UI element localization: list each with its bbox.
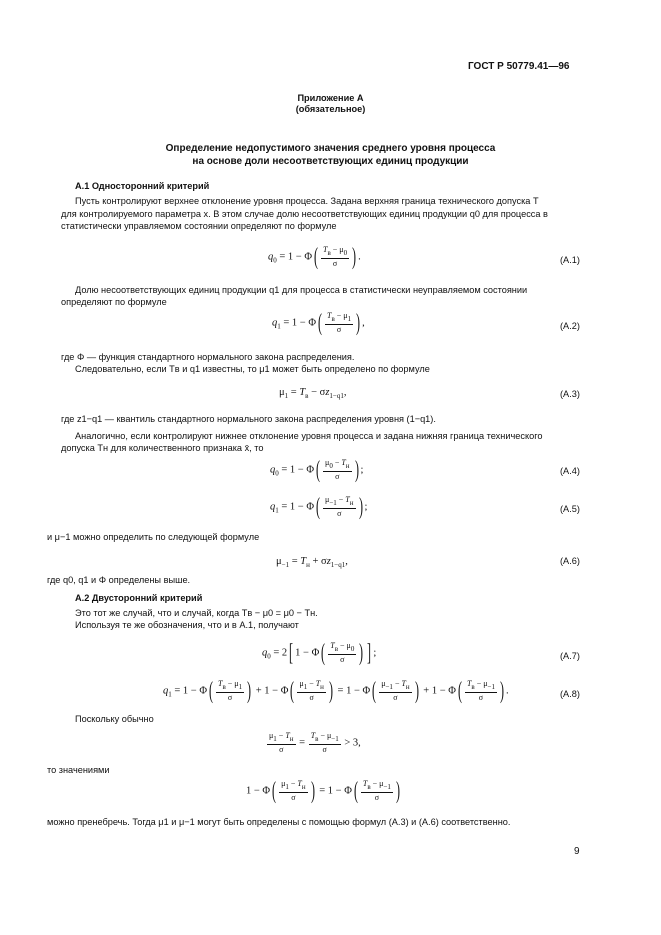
paragraph-line: допуска Tн для количественного признака x̄, то bbox=[61, 443, 264, 453]
formula-a6: $\mu_{-1} = T_н + \sigma z_{1-q1}$, bbox=[276, 556, 348, 569]
paragraph-line: можно пренебречь. Тогда μ1 и μ−1 могут быть определены с помощью формул (А.3) и (А.6) соответственно. bbox=[47, 817, 511, 827]
paragraph-line: для контролируемого параметра x. В этом случае долю несоответствующих единиц продукции q0 для процесса в bbox=[61, 209, 548, 219]
paragraph-line: Долю несоответствующих единиц продукции q1 для процесса в статистически неуправляемом состоянии bbox=[75, 285, 528, 295]
paragraph-line: Это тот же случай, что и случай, когда Tв − μ0 = μ0 − Tн. bbox=[75, 608, 318, 618]
paragraph-line: Используя те же обозначения, что и в А.1, получают bbox=[75, 620, 299, 630]
paragraph-line: Поскольку обычно bbox=[75, 714, 154, 724]
formula-a4: $q_0 = 1 - \Phi$( $\frac{\mu 0 - Tн}{\sigma}$ ) ; bbox=[270, 457, 364, 483]
formula-neglected: 1 − Φ( $\frac{\mu 1 - Tн}{\sigma}$ ) = 1 − Φ( $\frac{Tв - \mu-1}{\sigma}$ ) bbox=[246, 778, 400, 804]
formula-a1: $q_0 = 1 - \Phi$( $\frac{Tв - \mu 0}{\sigma}$ ) . bbox=[268, 244, 361, 270]
main-heading-line2: на основе доли несоответствующих единиц продукции bbox=[192, 156, 469, 167]
paragraph-line: где Φ — функция стандартного нормального закона распределения. bbox=[61, 352, 355, 362]
page-number: 9 bbox=[574, 846, 580, 857]
formula-a3: $\mu_1 = T_в - \sigma z_{1-q1}$, bbox=[279, 387, 347, 400]
formula-number: (A.7) bbox=[560, 651, 580, 661]
main-heading-line1: Определение недопустимого значения среднего уровня процесса bbox=[165, 143, 496, 154]
appendix-title: Приложение А bbox=[297, 93, 364, 103]
paragraph-line: статистически управляемом состоянии определяют по формуле bbox=[61, 221, 337, 231]
formula-number: (A.8) bbox=[560, 689, 580, 699]
paragraph-line: Пусть контролируют верхнее отклонение уровня процесса. Задана верхняя граница технического допуска T bbox=[75, 196, 539, 206]
section-a2-title: А.2 Двусторонний критерий bbox=[75, 593, 203, 603]
paragraph-line: определяют по формуле bbox=[61, 297, 167, 307]
formula-number: (A.4) bbox=[560, 466, 580, 476]
formula-a5: $q_1 = 1 - \Phi$( $\frac{\mu-1 - Tн}{\sigma}$ ) ; bbox=[270, 494, 368, 520]
formula-a7: $q_0 = 2$[ 1 − Φ( $\frac{Tв - \mu 0}{\sigma}$ ) ] ; bbox=[262, 640, 377, 666]
paragraph-line: где q0, q1 и Φ определены выше. bbox=[47, 575, 191, 585]
formula-number: (A.1) bbox=[560, 255, 580, 265]
paragraph-line: где z1−q1 — квантиль стандартного нормального закона распределения уровня (1−q1). bbox=[61, 414, 436, 424]
appendix-subtitle: (обязательное) bbox=[295, 104, 366, 114]
formula-number: (A.5) bbox=[560, 504, 580, 514]
paragraph-line: Следовательно, если Tв и q1 известны, то μ1 может быть определено по формуле bbox=[75, 364, 430, 374]
document-id: ГОСТ Р 50779.41—96 bbox=[468, 61, 570, 72]
formula-number: (A.3) bbox=[560, 389, 580, 399]
paragraph-line: Аналогично, если контролируют нижнее отклонение уровня процесса и задана нижняя граница технического bbox=[75, 431, 543, 441]
paragraph-line: и μ−1 можно определить по следующей формуле bbox=[47, 532, 260, 542]
paragraph-line: то значениями bbox=[47, 765, 110, 775]
formula-number: (A.6) bbox=[560, 556, 580, 566]
formula-number: (A.2) bbox=[560, 321, 580, 331]
formula-a2: $q_1 = 1 - \Phi$( $\frac{Tв - \mu 1}{\sigma}$ ) , bbox=[272, 310, 365, 336]
formula-a8: $q_1 = 1 - \Phi$( $\frac{Tв - \mu 1}{\sigma}$ ) + 1 − Φ( $\frac{\mu 1 - Tн}{\sigma}$ ) = 1 − Φ( $\frac{\mu-1 - Tн}{\sigma}$ ) + 1 − Φ( $\frac{Tв - \mu-1}{\sigma}$ ) . bbox=[163, 678, 509, 704]
formula-inequality: $\frac{\mu 1 - Tн}{\sigma}$ = $\frac{Tв - \mu-1}{\sigma}$ > 3, bbox=[269, 731, 361, 754]
section-a1-title: А.1 Односторонний критерий bbox=[75, 181, 210, 191]
